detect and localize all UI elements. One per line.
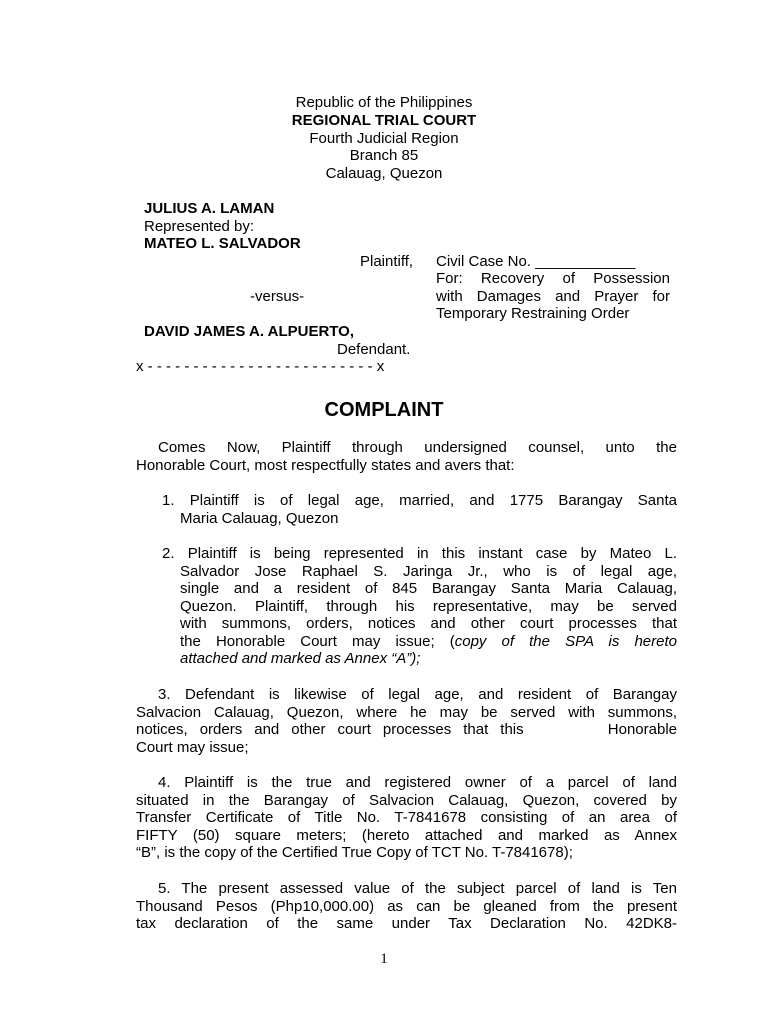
- paragraph-line: Quezon. Plaintiff, through his representative, may be served: [180, 597, 677, 615]
- paragraph-line: Court may issue;: [136, 738, 249, 756]
- paragraph-line: Salvacion Calauag, Quezon, where he may be served with summons,: [136, 703, 677, 721]
- paragraph-3: [136, 686, 677, 756]
- paragraph-line: situated in the Barangay of Salvacion Calauag, Quezon, covered by: [136, 791, 677, 809]
- header-republic: Republic of the Philippines: [295, 94, 473, 111]
- case-nature-line: For: Recovery of Possession: [436, 270, 670, 287]
- plaintiff-name: JULIUS A. LAMAN: [144, 200, 275, 217]
- defendant-name: DAVID JAMES A. ALPUERTO,: [144, 323, 355, 340]
- paragraph-line: single and a resident of 845 Barangay Santa Maria Calauag,: [180, 580, 677, 597]
- paragraph-line: 5. The present assessed value of the subject parcel of land is Ten: [158, 880, 677, 897]
- case-nature-line: with Damages and Prayer for: [436, 287, 670, 305]
- page-number: 1: [380, 951, 388, 967]
- paragraph-4: [136, 774, 677, 862]
- paragraph-2: [162, 545, 677, 668]
- paragraph-5: [136, 880, 677, 933]
- plaintiff-label: Plaintiff,: [360, 253, 414, 270]
- case-nature-line: Temporary Restraining Order: [436, 305, 630, 322]
- paragraph-line: Honorable Court, most respectfully states and avers that:: [136, 456, 515, 474]
- paragraph-line: Transfer Certificate of Title No. T-7841678 consisting of an area of: [136, 809, 677, 826]
- header-location: Calauag, Quezon: [325, 165, 443, 182]
- paragraph-line: 1. Plaintiff is of legal age, married, and 1775 Barangay Santa: [162, 492, 677, 509]
- paragraph-line: FIFTY (50) square meters; (hereto attached and marked as Annex: [136, 826, 677, 844]
- paragraph-line: tax declaration of the same under Tax Declaration No. 42DK8-: [136, 915, 677, 932]
- header-court: REGIONAL TRIAL COURT: [291, 112, 477, 129]
- paragraph-line: Salvador Jose Raphael S. Jaringa Jr., who is of legal age,: [180, 562, 677, 580]
- paragraph-line: “B”, is the copy of the Certified True Copy of TCT No. T-7841678);: [136, 844, 573, 861]
- representative-name: MATEO L. SALVADOR: [144, 235, 301, 252]
- annex-reference: attached and marked as Annex “A”);: [180, 650, 421, 667]
- annex-reference: copy of the SPA is hereto: [454, 632, 677, 650]
- case-nature: [436, 270, 670, 323]
- paragraph-line: 4. Plaintiff is the true and registered owner of a parcel of land: [158, 774, 677, 791]
- intro-paragraph: [136, 439, 677, 474]
- versus-label: -versus-: [250, 288, 305, 305]
- document-title: COMPLAINT: [324, 399, 444, 421]
- paragraph-line: with summons, orders, notices and other court processes that: [180, 615, 677, 632]
- represented-by-label: Represented by:: [144, 218, 255, 235]
- caption-separator: x - - - - - - - - - - - - - - - - - - - - - - - - - x: [136, 358, 385, 375]
- civil-case-number: Civil Case No. ____________: [436, 253, 636, 270]
- paragraph-line: Maria Calauag, Quezon: [180, 509, 339, 527]
- paragraph-line: 2. Plaintiff is being represented in this instant case by Mateo L.: [162, 545, 677, 562]
- paragraph-line: [162, 633, 677, 651]
- paragraph-text: the Honorable Court may issue; (: [180, 632, 455, 650]
- paragraph-1: [162, 492, 677, 527]
- header-region: Fourth Judicial Region: [309, 130, 459, 147]
- defendant-label: Defendant.: [337, 341, 411, 358]
- paragraph-line: Comes Now, Plaintiff through undersigned counsel, unto the: [158, 439, 677, 456]
- header-branch: Branch 85: [349, 147, 419, 164]
- paragraph-line: Thousand Pesos (Php10,000.00) as can be gleaned from the present: [136, 897, 677, 915]
- paragraph-line: 3. Defendant is likewise of legal age, and resident of Barangay: [158, 686, 677, 703]
- paragraph-line: notices, orders and other court processes that this Honorable: [136, 721, 677, 738]
